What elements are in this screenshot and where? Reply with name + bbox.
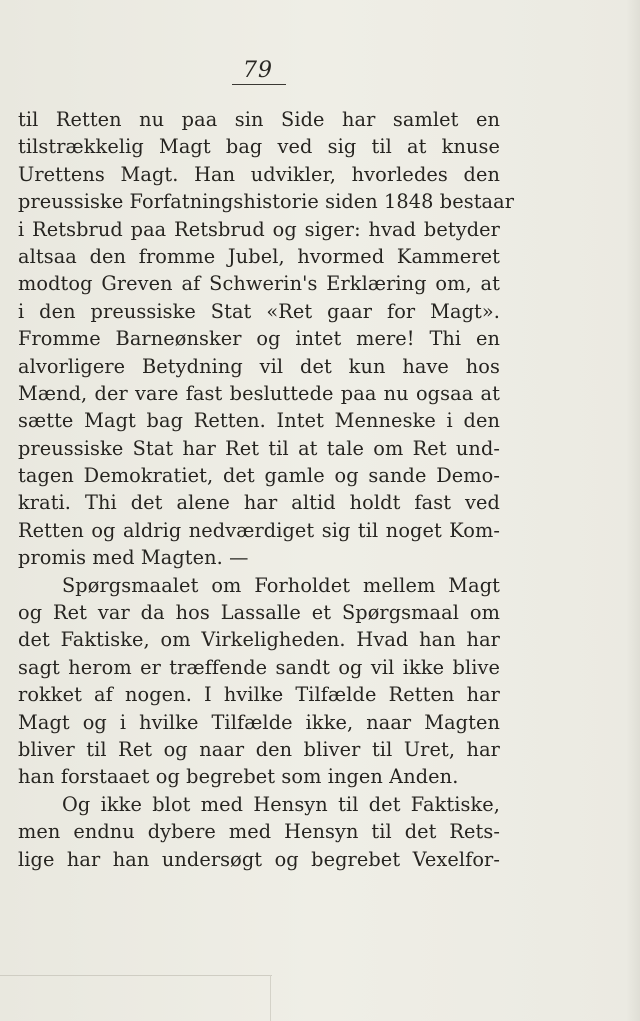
text-line: til Retten nu paa sin Side har samlet en <box>18 108 500 131</box>
page-number-underline <box>232 84 286 85</box>
page-edge-shadow <box>626 0 640 1021</box>
text-line: modtog Greven af Schwerin's Erklæring om, at <box>18 272 500 296</box>
text-line: i den preussiske Stat «Ret gaar for Magt». <box>18 299 500 323</box>
text-line: tagen Demokratiet, det gamle og sande Demo- <box>18 464 500 488</box>
text-line: han forstaaet og begrebet som ingen Anden. <box>18 765 459 789</box>
paragraph-start-line: Spørgsmaalet om Forholdet mellem Magt <box>62 573 500 597</box>
text-line: tilstrækkelig Magt bag ved sig til at knuse <box>18 135 500 159</box>
text-line: krati. Thi det alene har altid holdt fast ved <box>18 491 500 515</box>
text-line: sætte Magt bag Retten. Intet Menneske i den <box>18 409 500 433</box>
text-line: i Retsbrud paa Retsbrud og siger: hvad betyder <box>18 217 500 241</box>
text-line: preussiske Forfatningshistorie siden 1848 bestaar <box>18 190 515 214</box>
text-line: og Ret var da hos Lassalle et Spørgsmaal om <box>18 601 500 625</box>
text-line: altsaa den fromme Jubel, hvormed Kammeret <box>18 244 500 268</box>
text-line: Fromme Barneønsker og intet mere! Thi en <box>18 327 500 351</box>
scan-frame-edge-vertical <box>270 975 271 1021</box>
text-line: Urettens Magt. Han udvikler, hvorledes den <box>18 162 500 186</box>
text-line: det Faktiske, om Virkeligheden. Hvad han har <box>18 628 500 652</box>
text-line: Retten og aldrig nedværdiget sig til noget Kom- <box>18 518 500 542</box>
text-line: alvorligere Betydning vil det kun have hos <box>18 354 500 378</box>
text-line: Magt og i hvilke Tilfælde ikke, naar Magten <box>18 710 500 734</box>
text-line: men endnu dybere med Hensyn til det Rets- <box>18 820 500 844</box>
page-number: 79 <box>243 58 273 83</box>
text-line: sagt herom er træffende sandt og vil ikke blive <box>18 655 500 679</box>
text-line: lige har han undersøgt og begrebet Vexelfor- <box>18 847 500 871</box>
text-line: promis med Magten. — <box>18 546 249 570</box>
text-line: Mænd, der vare fast besluttede paa nu ogsaa at <box>18 381 500 405</box>
text-line: preussiske Stat har Ret til at tale om Ret und- <box>18 436 500 460</box>
scan-frame-edge-horizontal <box>0 975 272 976</box>
body-text <box>18 106 515 873</box>
text-line: rokket af nogen. I hvilke Tilfælde Retten har <box>18 683 500 707</box>
text-line: bliver til Ret og naar den bliver til Uret, har <box>18 737 500 761</box>
paragraph-start-line: Og ikke blot med Hensyn til det Faktiske, <box>62 792 500 816</box>
